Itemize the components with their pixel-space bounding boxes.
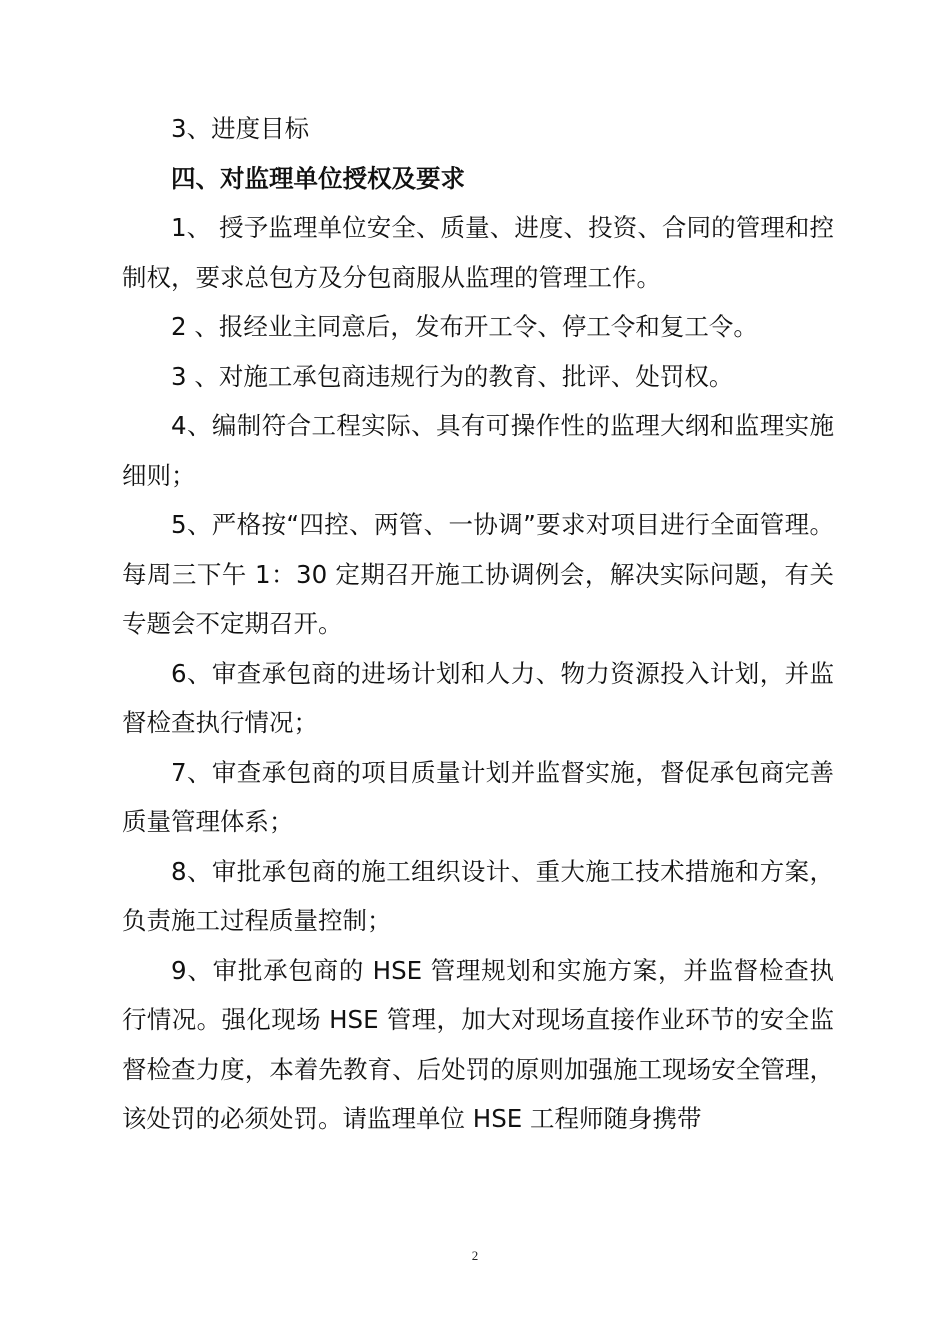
paragraph-item-4: 4、编制符合工程实际、具有可操作性的监理大纲和监理实施细则； — [122, 411, 834, 490]
paragraph-item-8: 8、审批承包商的施工组织设计、重大施工技术措施和方案，负责施工过程质量控制； — [122, 856, 834, 935]
paragraph-item-9: 9、审批承包商的 HSE 管理规划和实施方案，并监督检查执行情况。强化现场 HSE 管理，加大对现场直接作业环节的安全监督检查力度，本着先教育、后处罚的原则加强施工现场安全管理，该处罚的必须处罚。请监理单位 HSE 工程师随身携带 — [122, 955, 834, 1133]
section-heading: 四、对监理单位授权及要求 — [171, 163, 465, 193]
paragraph-schedule-goal: 3、进度目标 — [171, 114, 310, 143]
paragraph-item-2: 2 、报经业主同意后，发布开工令、停工令和复工令。 — [171, 312, 758, 341]
paragraph-item-6: 6、审查承包商的进场计划和人力、物力资源投入计划，并监督检查执行情况； — [122, 658, 834, 737]
paragraph-item-1: 1、 授予监理单位安全、质量、进度、投资、合同的管理和控制权，要求总包方及分包商服从监理的管理工作。 — [122, 213, 834, 292]
paragraph-item-7: 7、审查承包商的项目质量计划并监督实施，督促承包商完善质量管理体系； — [122, 757, 834, 836]
document-body — [122, 104, 834, 1144]
paragraph-item-5: 5、严格按“四控、两管、一协调”要求对项目进行全面管理。每周三下午 1：30 定期召开施工协调例会，解决实际问题，有关专题会不定期召开。 — [122, 510, 834, 638]
paragraph-item-3: 3 、对施工承包商违规行为的教育、批评、处罚权。 — [171, 361, 734, 391]
page-number: 2 — [471, 1248, 479, 1263]
